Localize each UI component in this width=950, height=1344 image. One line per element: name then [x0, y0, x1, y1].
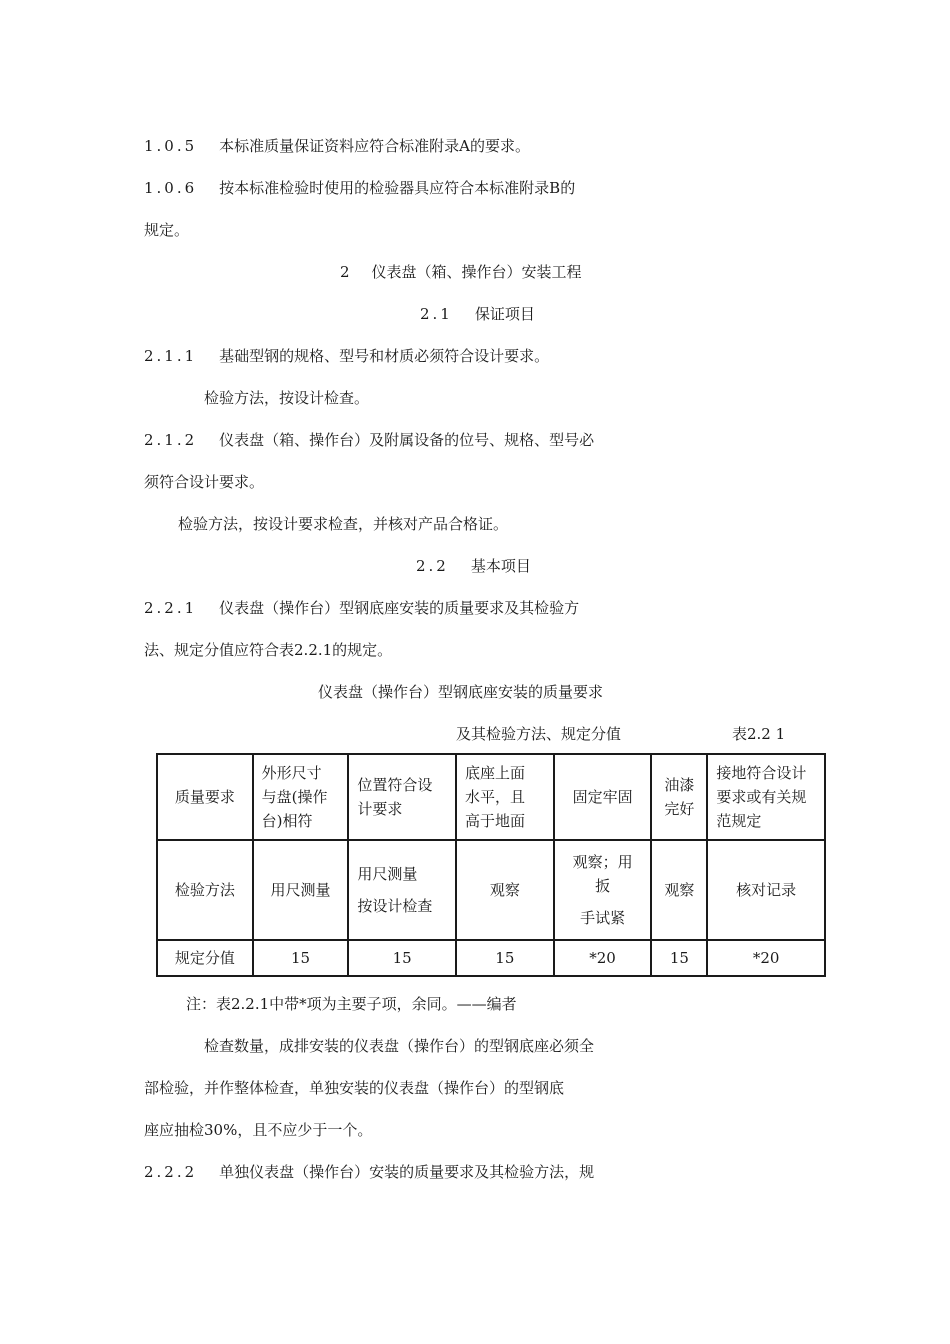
clause-text: 单独仪表盘（操作台）安装的质量要求及其检验方法，规: [219, 1163, 595, 1181]
clause-2-1-2-continuation: 须符合设计要求。: [144, 473, 265, 491]
section-title: 基本项目: [470, 557, 531, 575]
clause-text: 仪表盘（操作台）型钢底座安装的质量要求及其检验方: [219, 599, 580, 617]
clause-2-1-2: [144, 430, 594, 450]
cell-method-5: 观察: [651, 840, 707, 940]
cell-dimensions: 外形尺寸 与盘(操作 台)相符: [253, 754, 349, 840]
clause-text: 按本标准检验时使用的检验器具应符合本标准附录B的: [219, 179, 576, 197]
check-quantity-line-1: 检查数量，成排安装的仪表盘（操作台）的型钢底座必须全: [204, 1037, 595, 1055]
table-title-line-2: 及其检验方法、规定分值: [456, 725, 622, 743]
section-2-heading: [340, 262, 582, 282]
clause-1-0-5: [144, 136, 530, 156]
cell-fixing: 固定牢固: [554, 754, 652, 840]
clause-number: 2.1.1: [144, 347, 198, 365]
table-row-requirements: [157, 754, 825, 840]
clause-1-0-6-continuation: 规定。: [144, 221, 190, 239]
table-number: 表2.2 1: [732, 725, 786, 743]
clause-text: 仪表盘（箱、操作台）及附属设备的位号、规格、型号必: [219, 431, 595, 449]
cell-position: 位置符合设 计要求: [348, 754, 456, 840]
check-quantity-line-2: 部检验，并作整体检查，单独安装的仪表盘（操作台）的型钢底: [144, 1079, 565, 1097]
cell-score-3: 15: [456, 940, 554, 976]
clause-number: 2.2.2: [144, 1163, 198, 1181]
row-header-methods: 检验方法: [157, 840, 253, 940]
clause-number: 1.0.5: [144, 137, 198, 155]
section-number: 2: [340, 263, 350, 281]
cell-method-2: 用尺测量 按设计检查: [348, 840, 456, 940]
check-quantity-line-3: 座应抽检30%，且不应少于一个。: [144, 1121, 373, 1139]
clause-text: 本标准质量保证资料应符合标准附录A的要求。: [219, 137, 531, 155]
cell-paint: 油漆 完好: [651, 754, 707, 840]
cell-method-4: 观察；用 扳 手试紧: [554, 840, 652, 940]
cell-method-3: 观察: [456, 840, 554, 940]
clause-2-1-2-method: 检验方法，按设计要求检查，并核对产品合格证。: [178, 515, 509, 533]
row-header-scores: 规定分值: [157, 940, 253, 976]
cell-grounding: 接地符合设计 要求或有关规 范规定: [707, 754, 825, 840]
section-title: 仪表盘（箱、操作台）安装工程: [371, 263, 582, 281]
row-header-requirements: 质量要求: [157, 754, 253, 840]
clause-1-0-6: [144, 178, 575, 198]
section-2-1-heading: [420, 304, 535, 324]
clause-number: 2.2.1: [144, 599, 198, 617]
table-row-methods: [157, 840, 825, 940]
cell-method-1: 用尺测量: [253, 840, 349, 940]
section-number: 2.1: [420, 305, 453, 323]
quality-requirements-table: [156, 753, 826, 977]
clause-2-2-1: [144, 598, 579, 618]
cell-score-2: 15: [348, 940, 456, 976]
clause-text: 基础型钢的规格、型号和材质必须符合设计要求。: [219, 347, 550, 365]
section-2-2-heading: [416, 556, 531, 576]
cell-score-4: *20: [554, 940, 652, 976]
section-number: 2.2: [416, 557, 449, 575]
cell-score-5: 15: [651, 940, 707, 976]
clause-2-2-1-continuation: 法、规定分值应符合表2.2.1的规定。: [144, 641, 393, 659]
clause-2-1-1-method: 检验方法，按设计检查。: [204, 389, 370, 407]
table-note: 注：表2.2.1中带*项为主要子项，余同。——编者: [186, 995, 517, 1013]
clause-number: 2.1.2: [144, 431, 198, 449]
table-row-scores: [157, 940, 825, 976]
clause-2-1-1: [144, 346, 549, 366]
cell-score-1: 15: [253, 940, 349, 976]
clause-2-2-2: [144, 1162, 594, 1182]
clause-number: 1.0.6: [144, 179, 198, 197]
cell-method-6: 核对记录: [707, 840, 825, 940]
cell-base-level: 底座上面 水平，且 高于地面: [456, 754, 554, 840]
cell-score-6: *20: [707, 940, 825, 976]
table-title-line-1: 仪表盘（操作台）型钢底座安装的质量要求: [318, 683, 604, 701]
section-title: 保证项目: [474, 305, 535, 323]
